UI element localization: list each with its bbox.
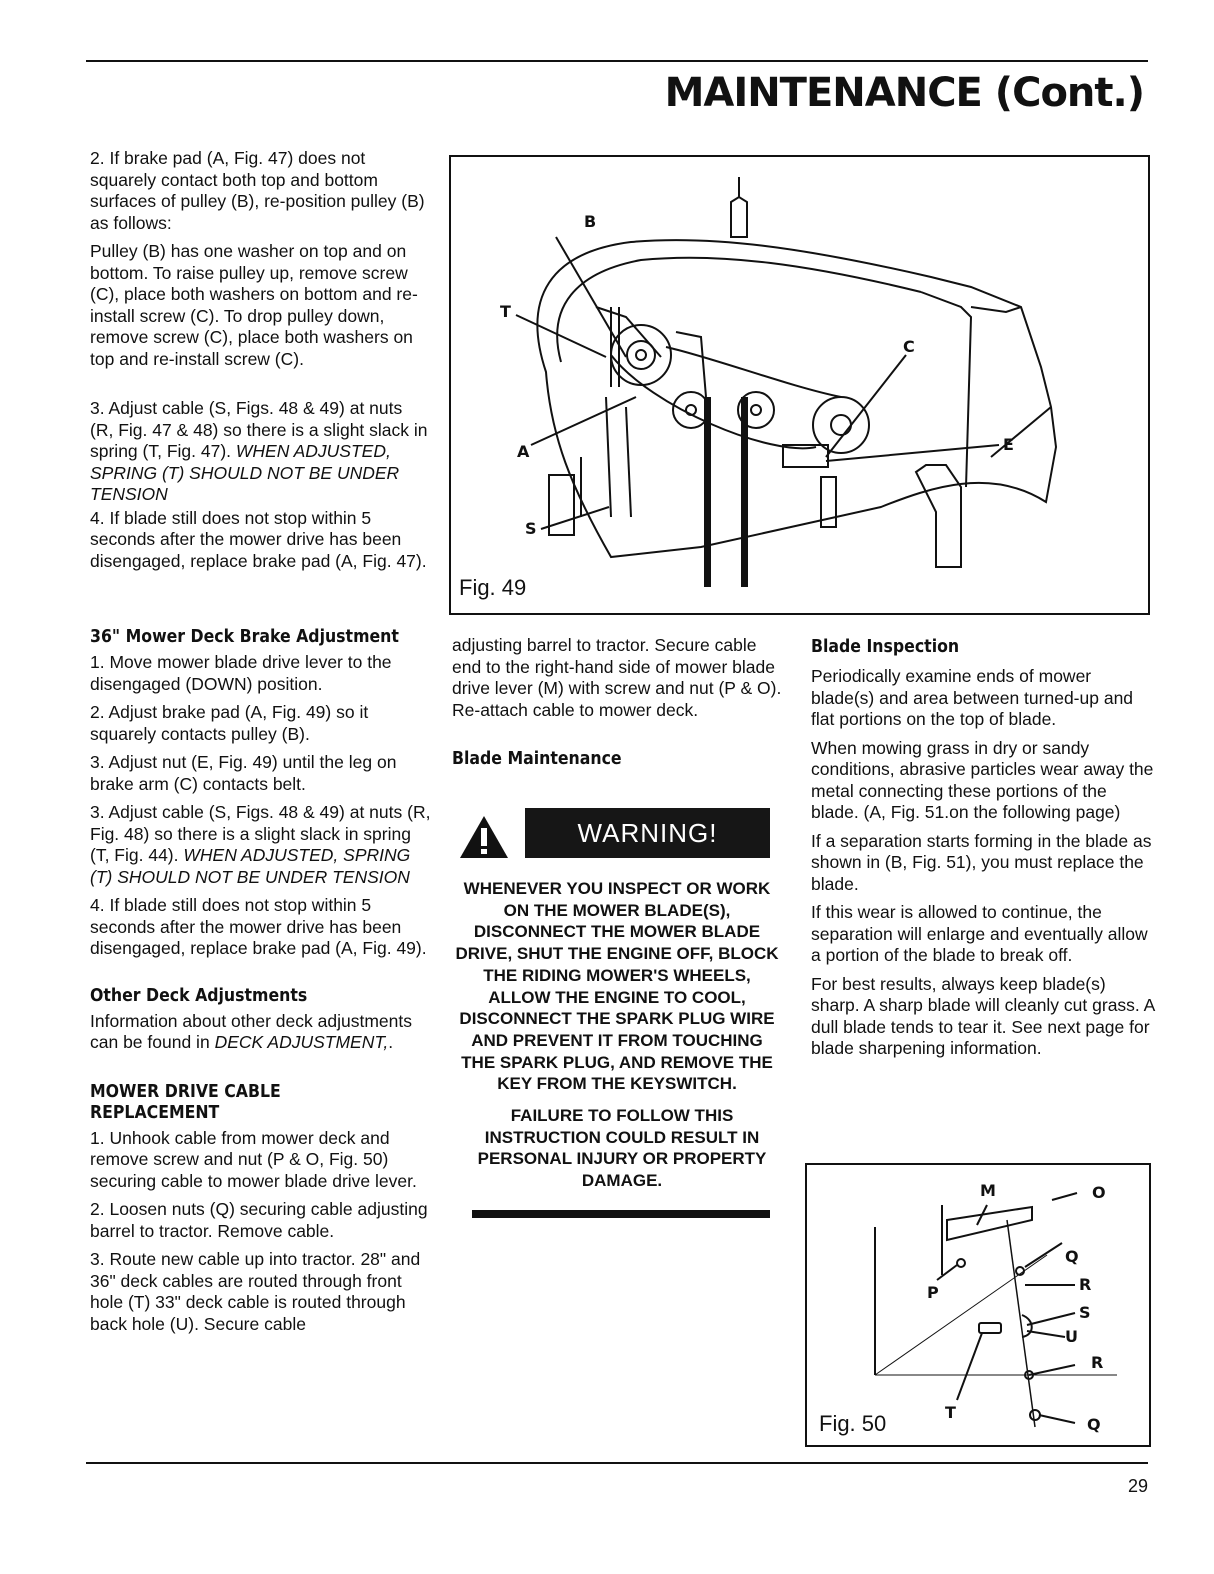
- inspection-p1: Periodically examine ends of mower blade(s) and area between turned-up and flat portions on the top of blade.: [811, 666, 1134, 729]
- cable-replacement-heading: MOWER DRIVE CABLE REPLACEMENT: [90, 1081, 281, 1123]
- callout-r-upper: R: [1079, 1275, 1092, 1294]
- failure-text: FAILURE TO FOLLOW THIS INSTRUCTION COULD RESULT IN PERSONAL INJURY OR PROPERTY DAMAGE.: [477, 1106, 767, 1191]
- callout-q-upper: Q: [1065, 1247, 1079, 1266]
- warning-banner: WARNING!: [525, 808, 770, 858]
- figure-50: [805, 1163, 1151, 1447]
- callout-m: M: [980, 1181, 996, 1200]
- inspection-p3: If a separation starts forming in the blade as shown in (B, Fig. 51), you must replace the blade.: [811, 830, 1152, 894]
- left-lower-column: [90, 627, 435, 1342]
- cable-step-2: 2. Loosen nuts (Q) securing cable adjusting barrel to tractor. Remove cable.: [90, 1199, 428, 1241]
- pulley-step: 2. If brake pad (A, Fig. 47) does not squarely contact both top and bottom surfaces of pulley (B), re-position pulley (B) as follows:: [90, 148, 425, 233]
- inspection-p4: If this wear is allowed to continue, the separation will enlarge and eventually allow a portion of the blade to break off.: [811, 902, 1148, 965]
- cable-adjust-step: 3. Adjust cable (S, Figs. 48 & 49) at nuts (R, Fig. 47 & 48) so there is a slight slack in spring (T, Fig. 47). WHEN ADJUSTED, SPRING (T) SHOULD NOT BE UNDER TENSION: [90, 398, 428, 504]
- cable-step-3: 3. Route new cable up into tractor. 28" and 36" deck cables are routed through front hole (T) 33" deck cable is routed through back hole (U). Secure cable: [90, 1249, 421, 1334]
- brake-step-3: 3. Adjust nut (E, Fig. 49) until the leg on brake arm (C) contacts belt.: [90, 752, 397, 794]
- figure-49: [449, 155, 1150, 615]
- cable-continued-text: adjusting barrel to tractor. Secure cable end to the right-hand side of mower blade drive lever (M) with screw and nut (P & O). Re-attach cable to mower deck.: [452, 635, 782, 720]
- brake-step-1: 1. Move mower blade drive lever to the disengaged (DOWN) position.: [90, 652, 392, 694]
- brake-tension-note: WHEN ADJUSTED, SPRING (T) SHOULD NOT BE UNDER TENSION: [90, 845, 411, 887]
- pulley-washer-text: Pulley (B) has one washer on top and on bottom. To raise pulley up, remove screw (C), place both washers on bottom and re-install screw (C). To drop pulley down, remove screw (C), place both washers on top and re-install screw (C).: [90, 241, 418, 369]
- middle-column: [452, 635, 787, 774]
- brake-step-2: 2. Adjust brake pad (A, Fig. 49) so it squarely contacts pulley (B).: [90, 702, 369, 744]
- warning-text: WHENEVER YOU INSPECT OR WORK ON THE MOWER BLADE(S), DISCONNECT THE MOWER BLADE DRIVE, SHUT THE ENGINE OFF, BLOCK THE RIDING MOWER'S WHEELS, ALLOW THE ENGINE TO COOL, DISCONNECT THE SPARK PLUG WIRE AND PREVENT IT FROM TOUCHING THE SPARK PLUG, AND REMOVE THE KEY FROM THE KEYSWITCH.: [455, 879, 779, 1094]
- page-number: 29: [1127, 1476, 1148, 1496]
- warning-triangle-icon: [458, 814, 510, 860]
- callout-e: E: [1003, 435, 1014, 454]
- top-rule: [86, 60, 1148, 62]
- callout-s: S: [525, 519, 537, 538]
- callout-t: T: [500, 302, 511, 321]
- warning-bottom-bar: [472, 1210, 770, 1218]
- warning-box: [452, 808, 792, 1228]
- callout-r-lower: R: [1091, 1353, 1104, 1372]
- callout-b: B: [584, 212, 597, 231]
- bottom-rule: [86, 1462, 1148, 1464]
- page-title: MAINTENANCE (Cont.): [664, 70, 1144, 116]
- callout-c: C: [903, 337, 915, 356]
- deck-adjustment-ref: DECK ADJUSTMENT,: [214, 1032, 389, 1052]
- right-column: [811, 637, 1156, 1067]
- callout-s: S: [1079, 1303, 1091, 1322]
- brake-step-5: 4. If blade still does not stop within 5 seconds after the mower drive has been disengaged, replace brake pad (A, Fig. 49).: [90, 895, 427, 958]
- callout-a: A: [517, 442, 530, 461]
- brake-step-4: 3. Adjust cable (S, Figs. 48 & 49) at nuts (R, Fig. 48) so there is a slight slack in spring (T, Fig. 44). WHEN ADJUSTED, SPRING (T) SHOULD NOT BE UNDER TENSION: [90, 802, 431, 887]
- brake-pad-step: 4. If blade still does not stop within 5 seconds after the mower drive has been disengaged, replace brake pad (A, Fig. 47).: [90, 507, 427, 571]
- callout-q-lower: Q: [1087, 1415, 1101, 1434]
- cable-drawing: [807, 1165, 1149, 1445]
- blade-inspection-heading: Blade Inspection: [811, 637, 960, 657]
- callout-o: O: [1092, 1183, 1106, 1202]
- callout-p: P: [927, 1283, 939, 1302]
- left-top-column: [90, 148, 430, 579]
- figure-50-label: Fig. 50: [819, 1411, 887, 1436]
- figure-49-label: Fig. 49: [459, 575, 527, 600]
- inspection-p5: For best results, always keep blade(s) sharp. A sharp blade will cleanly cut grass. A dull blade tends to tear it. See next page for blade sharpening information.: [811, 973, 1155, 1058]
- callout-u: U: [1065, 1327, 1078, 1346]
- tension-note: WHEN ADJUSTED, SPRING (T) SHOULD NOT BE UNDER TENSION: [90, 441, 400, 504]
- brake-adjust-heading: 36" Mower Deck Brake Adjustment: [90, 627, 399, 647]
- cable-step-1: 1. Unhook cable from mower deck and remove screw and nut (P & O, Fig. 50) securing cable to mower blade drive lever.: [90, 1127, 417, 1191]
- other-deck-text: Information about other deck adjustments can be found in DECK ADJUSTMENT,.: [90, 1010, 412, 1052]
- other-deck-heading: Other Deck Adjustments: [90, 985, 308, 1006]
- inspection-p2: When mowing grass in dry or sandy conditions, abrasive particles wear away the metal connecting these portions of the blade. (A, Fig. 51.on the following page): [811, 737, 1154, 822]
- blade-maintenance-heading: Blade Maintenance: [452, 749, 622, 769]
- callout-t: T: [945, 1403, 956, 1422]
- mower-deck-drawing: [451, 157, 1148, 613]
